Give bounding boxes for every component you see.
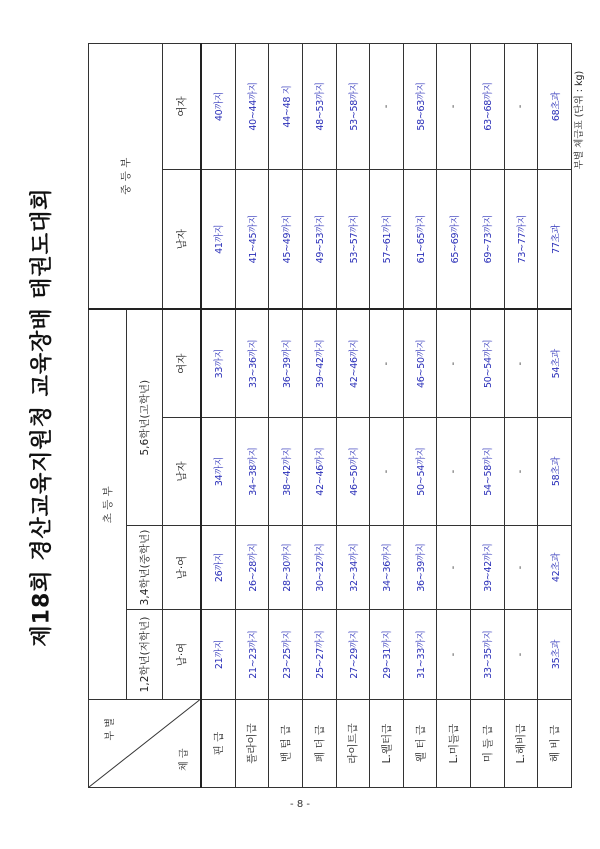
grade12-value: 29~31까지 xyxy=(370,610,404,700)
table-row xyxy=(504,43,538,787)
male56-value: - xyxy=(370,418,404,526)
male-middle-value: 73~77까지 xyxy=(504,169,538,309)
table-row xyxy=(235,43,269,787)
weight-class-name: L.헤비급 xyxy=(504,700,538,788)
female56-value: 50~54까지 xyxy=(471,309,505,417)
grade12-value: - xyxy=(437,610,471,700)
grade12-value: 35초과 xyxy=(538,610,572,700)
grade34-value: 39~42까지 xyxy=(471,526,505,610)
corner-weight-label: 체 급 xyxy=(178,748,190,771)
male-middle-header: 남자 xyxy=(163,169,201,309)
female56-value: 46~50까지 xyxy=(403,309,437,417)
grade34-value: 36~39까지 xyxy=(403,526,437,610)
female56-value: - xyxy=(437,309,471,417)
grade34-header: 3,4학년(중학년) xyxy=(127,526,163,610)
grade12-value: 21~23까지 xyxy=(235,610,269,700)
male-middle-value: 53~57까지 xyxy=(336,169,370,309)
male-middle-value: 69~73까지 xyxy=(471,169,505,309)
grade34-value: 42초과 xyxy=(538,526,572,610)
male-middle-value: 77초과 xyxy=(538,169,572,309)
female56-value: 33~36까지 xyxy=(235,309,269,417)
male-middle-value: 45~49까지 xyxy=(269,169,303,309)
grade56-header: 5,6학년(고학년) xyxy=(127,309,163,525)
female-middle-header: 여자 xyxy=(163,43,201,169)
document-title: 제18회 경산교육지원청 교육장배 태권도대회 xyxy=(29,187,55,647)
page-number: - 8 - xyxy=(290,799,310,810)
weight-class-table-rotated xyxy=(88,44,572,788)
weight-class-table xyxy=(88,43,572,788)
corner-header xyxy=(89,700,201,788)
male-middle-value: 41~45까지 xyxy=(235,169,269,309)
male56-value: 34까지 xyxy=(201,418,236,526)
male56-value: 42~46까지 xyxy=(302,418,336,526)
weight-class-name: 미 들 급 xyxy=(471,700,505,788)
male56-header: 남자 xyxy=(163,418,201,526)
female-middle-value: 58~63까지 xyxy=(403,43,437,169)
female-middle-value: - xyxy=(504,43,538,169)
mixed12-header: 남·여 xyxy=(163,610,201,700)
grade34-value: 26~28까지 xyxy=(235,526,269,610)
female-middle-value: 53~58까지 xyxy=(336,43,370,169)
weight-class-name: L.미들급 xyxy=(437,700,471,788)
weight-class-name: 페 더 급 xyxy=(302,700,336,788)
female-middle-value: 44~48 지 xyxy=(269,43,303,169)
mixed34-header: 남·여 xyxy=(163,526,201,610)
male56-value: 58초과 xyxy=(538,418,572,526)
male-middle-value: 41까지 xyxy=(201,169,236,309)
grade12-value: 27~29까지 xyxy=(336,610,370,700)
female-middle-value: 40까지 xyxy=(201,43,236,169)
grade34-value: - xyxy=(437,526,471,610)
grade12-value: 31~33까지 xyxy=(403,610,437,700)
diagonal-line xyxy=(89,700,200,787)
table-row xyxy=(437,43,471,787)
male-middle-value: 65~69까지 xyxy=(437,169,471,309)
table-row xyxy=(370,43,404,787)
male56-value: 54~58까지 xyxy=(471,418,505,526)
table-row xyxy=(403,43,437,787)
grade12-value: - xyxy=(504,610,538,700)
male56-value: - xyxy=(437,418,471,526)
female-middle-value: 40~44까지 xyxy=(235,43,269,169)
weight-class-name: 헤 비 급 xyxy=(538,700,572,788)
male-middle-value: 57~61까지 xyxy=(370,169,404,309)
female-middle-value: - xyxy=(370,43,404,169)
elementary-division-header: 초 등 부 xyxy=(89,309,127,699)
female-middle-value: 63~68까지 xyxy=(471,43,505,169)
corner-division-label: 부 별 xyxy=(105,718,116,741)
male56-value: 46~50까지 xyxy=(336,418,370,526)
female56-value: 33까지 xyxy=(201,309,236,417)
weight-class-name: L.웰터급 xyxy=(370,700,404,788)
female-middle-value: 68초과 xyxy=(538,43,572,169)
grade12-value: 25~27까지 xyxy=(302,610,336,700)
weight-class-name: 라이트급 xyxy=(336,700,370,788)
male56-value: 50~54까지 xyxy=(403,418,437,526)
grade34-value: 34~36까지 xyxy=(370,526,404,610)
grade34-value: 32~34까지 xyxy=(336,526,370,610)
female-middle-value: - xyxy=(437,43,471,169)
female56-value: 42~46까지 xyxy=(336,309,370,417)
male56-value: 34~38까지 xyxy=(235,418,269,526)
table-row xyxy=(538,43,572,787)
female56-value: 54초과 xyxy=(538,309,572,417)
female56-header: 여자 xyxy=(163,309,201,417)
weight-class-name: 웰 터 급 xyxy=(403,700,437,788)
grade34-value: 26까지 xyxy=(201,526,236,610)
weight-class-name: 밴 텀 급 xyxy=(269,700,303,788)
table-row xyxy=(302,43,336,787)
weight-class-name: 플라이급 xyxy=(235,700,269,788)
grade12-value: 33~35까지 xyxy=(471,610,505,700)
female56-value: 36~39까지 xyxy=(269,309,303,417)
middle-division-header: 중 등 부 xyxy=(89,43,163,309)
male56-value: - xyxy=(504,418,538,526)
grade12-value: 21까지 xyxy=(201,610,236,700)
grade34-value: - xyxy=(504,526,538,610)
female56-value: - xyxy=(370,309,404,417)
table-row xyxy=(201,43,236,787)
female56-value: - xyxy=(504,309,538,417)
male-middle-value: 61~65까지 xyxy=(403,169,437,309)
grade12-header: 1,2학년(저학년) xyxy=(127,610,163,700)
male-middle-value: 49~53까지 xyxy=(302,169,336,309)
table-row xyxy=(269,43,303,787)
female56-value: 39~42까지 xyxy=(302,309,336,417)
table-row xyxy=(336,43,370,787)
title-area xyxy=(0,0,60,849)
grade12-value: 23~25까지 xyxy=(269,610,303,700)
weight-class-name: 핀 급 xyxy=(201,700,236,788)
table-row xyxy=(471,43,505,787)
weight-class-table-holder xyxy=(88,44,572,788)
grade34-value: 30~32까지 xyxy=(302,526,336,610)
unit-note: 부별 체급표 (단위 : kg) xyxy=(574,70,585,170)
grade34-value: 28~30까지 xyxy=(269,526,303,610)
male56-value: 38~42까지 xyxy=(269,418,303,526)
female-middle-value: 48~53까지 xyxy=(302,43,336,169)
